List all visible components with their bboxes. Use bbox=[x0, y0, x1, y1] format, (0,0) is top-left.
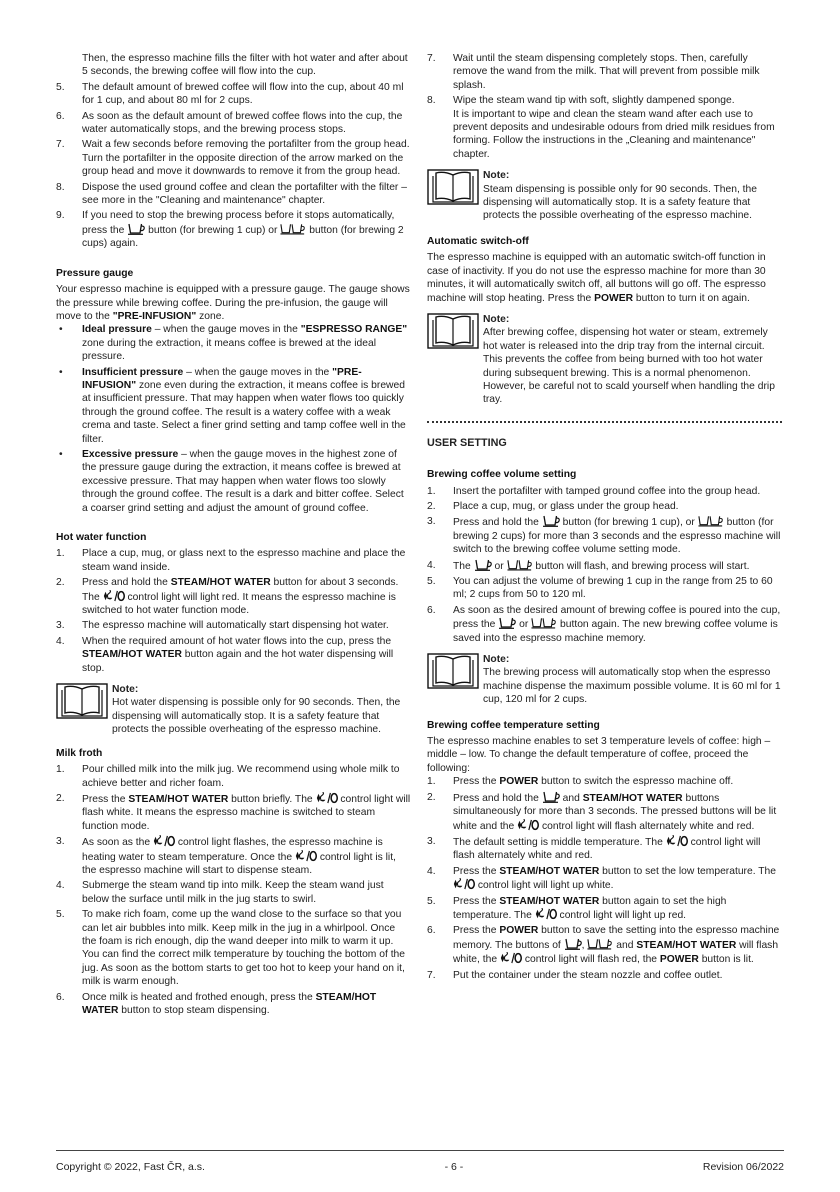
book-icon bbox=[427, 169, 479, 205]
list-item: 6. As soon as the desired amount of brewing coffee is poured into the cup, press the or button again. The new brewing coffee volume is saved into the espresso machine memory. bbox=[427, 604, 781, 644]
paragraph: The espresso machine enables to set 3 temperature levels of coffee: high – middle – low. To change the default temperature of coffee, proceed the following: bbox=[427, 736, 771, 774]
step-continuation: It is important to wipe and clean the steam wand after each use to prevent deposits and undesirable odours from dried milk residues from forming. Follow the instructions in the „Cleaning and maintenance" chapter. bbox=[453, 108, 775, 160]
section-heading-user-setting: USER SETTING bbox=[427, 436, 507, 449]
bullet-item: • Ideal pressure – when the gauge moves in the "ESPRESSO RANGE" zone during the extraction, it means coffee is brewed at the ideal pressure. bbox=[59, 324, 408, 363]
steam-hot-water-icon bbox=[517, 819, 539, 831]
list-item: 2. Press and hold the and STEAM/HOT WATER buttons simultaneously for more than 3 seconds. The pressed buttons will be lit white and the control light will flash alternately white and red. bbox=[427, 791, 777, 832]
one-cup-icon bbox=[127, 223, 145, 235]
list-item: 1. Press the POWER button to switch the espresso machine off. bbox=[427, 776, 734, 788]
step-continuation: Then, the espresso machine fills the filter with hot water and after about 5 seconds, the brewing coffee will flow into the cup. bbox=[82, 53, 408, 78]
steam-hot-water-icon bbox=[103, 590, 125, 602]
one-cup-icon bbox=[542, 515, 560, 527]
list-item: 4. When the required amount of hot water flows into the cup, press the STEAM/HOT WATER button again and the hot water dispensing will stop. bbox=[56, 635, 394, 674]
steam-hot-water-icon bbox=[153, 835, 175, 847]
list-item: 6. Once milk is heated and frothed enough, press the STEAM/HOT WATER button to stop steam dispensing. bbox=[56, 991, 377, 1016]
one-cup-icon bbox=[474, 559, 492, 571]
section-heading-hot-water: Hot water function bbox=[56, 532, 147, 543]
book-icon bbox=[427, 653, 479, 689]
note-box: Note: The brewing process will automatically stop when the espresso machine dispense the maximum possible volume. It is 60 ml for 1 cup, 120 ml for 2 cups. bbox=[427, 653, 782, 707]
list-item: 7. Wait until the steam dispensing completely stops. Then, carefully remove the wand from the milk. That will prevent from possible milk splash. bbox=[427, 53, 760, 91]
paragraph: The espresso machine is equipped with an automatic switch-off function in case of inactivity. If you do not use the espresso machine for more than 30 minutes, it will automatically switch off, all buttons will go off. The espresso machine will stop heating. Press the POWER button to turn it on again. bbox=[427, 252, 766, 304]
list-item: 2. Press the STEAM/HOT WATER button briefly. The control light will flash white. It means the espresso machine is switched to steam function mode. bbox=[56, 792, 411, 832]
steam-hot-water-icon bbox=[666, 835, 688, 847]
list-item: 2. Press and hold the STEAM/HOT WATER button for about 3 seconds. The control light will light red. It means the espresso machine is switched to hot water function mode. bbox=[56, 577, 399, 617]
list-item: 1. Insert the portafilter with tamped ground coffee into the group head. bbox=[427, 485, 761, 497]
list-item: 3. The espresso machine will automatically start dispensing hot water. bbox=[56, 620, 389, 632]
steam-hot-water-icon bbox=[316, 792, 338, 804]
note-box: Note: After brewing coffee, dispensing hot water or steam, extremely hot water is released into the drip tray from the internal circuit. This prevents the coffee from being burned with too hot water during subsequent brewing. This is a normal phenomenon. However, be careful not to scald yourself when handling the drip tray. bbox=[427, 313, 782, 407]
one-cup-icon bbox=[498, 617, 516, 629]
list-item: 4. The or button will flash, and brewing process will start. bbox=[427, 559, 750, 572]
section-heading-auto-off: Automatic switch-off bbox=[427, 235, 529, 247]
list-item: 1. Place a cup, mug, or glass next to the espresso machine and place the steam wand inside. bbox=[56, 548, 406, 573]
copyright: Copyright © 2022, Fast ČR, a.s. bbox=[56, 1161, 205, 1173]
page-number: - 6 - bbox=[444, 1161, 464, 1173]
section-heading-milk: Milk froth bbox=[56, 747, 103, 759]
section-heading-pressure: Pressure gauge bbox=[56, 267, 134, 279]
list-item: 3. As soon as the control light flashes, the espresso machine is heating water to steam temperature. Once the control light is lit, the espresso machine will start to dispense steam. bbox=[56, 836, 396, 876]
bullet-item: • Excessive pressure – when the gauge moves in the highest zone of the pressure gauge during the extraction, it means coffee is brewed at excessive pressure. That may happen when water flows too slowly through the ground coffee. The result is a dark and bitter coffee. Select a coarser grind setting and adjust the amount of ground coffee. bbox=[59, 448, 404, 514]
list-item: 8. Wipe the steam wand tip with soft, slightly dampened sponge. bbox=[427, 95, 735, 107]
dotted-divider bbox=[427, 421, 782, 423]
list-item: 3. Press and hold the button (for brewing 1 cup), or button (for brewing 2 cups) for more than 3 seconds and the espresso machine will switch to the brewing coffee volume setting mode. bbox=[427, 516, 781, 556]
right-column bbox=[427, 52, 782, 984]
list-item: 7. Wait a few seconds before removing the portafilter from the group head. Turn the portafilter in the opposite direction of the arrow marked on the group head and move it downwards to remove it from the group head. bbox=[56, 139, 410, 178]
list-item: 2. Place a cup, mug, or glass under the group head. bbox=[427, 500, 679, 512]
list-item: 4. Press the STEAM/HOT WATER button to set the low temperature. The control light will light up white. bbox=[427, 865, 776, 892]
one-cup-icon bbox=[564, 938, 582, 950]
book-icon bbox=[56, 683, 108, 719]
list-item: 9. If you need to stop the brewing process before it stops automatically, press the button (for brewing 1 cup) or button (for brewing 2 cups) again. bbox=[56, 210, 404, 250]
list-item: 6. As soon as the default amount of brewed coffee flows into the cup, the water automatically stops, and the brewing process stops. bbox=[56, 110, 403, 136]
list-item: 4. Submerge the steam wand tip into milk. Keep the steam wand just below the surface until milk in the jug starts to swirl. bbox=[56, 880, 384, 905]
list-item: 8. Dispose the used ground coffee and clean the portafilter with the filter – see more in the "Cleaning and maintenance" chapter. bbox=[56, 181, 407, 207]
note-box: Note: Hot water dispensing is possible only for 90 seconds. Then, the dispensing will automatically stop. It is a safety feature that protects the possible overheating of the espresso machine. bbox=[56, 683, 411, 737]
list-item: 5. The default amount of brewed coffee will flow into the cup, about 40 ml for 1 cup, and about 80 ml for 2 cups. bbox=[56, 81, 404, 107]
two-cups-icon bbox=[280, 223, 306, 235]
steam-hot-water-icon bbox=[295, 850, 317, 862]
section-heading-volume: Brewing coffee volume setting bbox=[427, 469, 577, 481]
footer bbox=[56, 1161, 784, 1174]
two-cups-icon bbox=[587, 938, 613, 950]
list-item: 5. You can adjust the volume of brewing 1 cup in the range from 25 to 60 ml; 2 cups from 50 to 120 ml. bbox=[427, 576, 773, 601]
two-cups-icon bbox=[531, 617, 557, 629]
footer-rule bbox=[56, 1150, 784, 1151]
list-item: 5. To make rich foam, come up the wand close to the surface so that you can let air bubbles into milk. Keep milk in the jug in a whirlpool. Once the foam is rich enough, dip the wand deeper into milk to warm it up. You can find the correct milk temperature by touching the bottom of the jug. As soon as the bottom starts to get too hot to keep your hand on it, milk is warm enough. bbox=[56, 909, 406, 988]
two-cups-icon bbox=[507, 559, 533, 571]
two-cups-icon bbox=[698, 515, 724, 527]
list-item: 1. Pour chilled milk into the milk jug. We recommend using whole milk to achieve better and richer foam. bbox=[56, 764, 400, 789]
list-item: 3. The default setting is middle temperature. The control light will flash alternately white and red. bbox=[427, 835, 761, 862]
revision: Revision 06/2022 bbox=[702, 1161, 784, 1173]
paragraph: Your espresso machine is equipped with a pressure gauge. The gauge shows the pressure while brewing coffee. During the pre-infusion, the gauge will move to the "PRE-INFUSION" zone. bbox=[56, 284, 410, 322]
list-item: 6. Press the POWER button to save the setting into the espresso machine memory. The buttons of , and STEAM/HOT WATER will flash white, the control light will flash red, the POWER button is lit. bbox=[427, 925, 780, 966]
list-item: 7. Put the container under the steam nozzle and coffee outlet. bbox=[427, 969, 723, 981]
left-column bbox=[56, 52, 411, 1019]
steam-hot-water-icon bbox=[500, 952, 522, 964]
steam-hot-water-icon bbox=[535, 908, 557, 920]
one-cup-icon bbox=[542, 791, 560, 803]
bullet-item: • Insufficient pressure – when the gauge moves in the "PRE-INFUSION" zone even during the extraction, it means coffee is brewed at insufficient pressure. That may happen when water flows too quickly through the ground coffee. The result is a watery coffee with a weak crema and taste. Select a finer grind setting and tamp coffee well in the filter. bbox=[59, 366, 406, 445]
steam-hot-water-icon bbox=[453, 878, 475, 890]
list-item: 5. Press the STEAM/HOT WATER button again to set the high temperature. The control light will light up red. bbox=[427, 895, 727, 921]
note-box: Note: Steam dispensing is possible only for 90 seconds. Then, the dispensing will automatically stop. It is a safety feature that protects the possible overheating of the espresso machine. bbox=[427, 169, 782, 223]
section-heading-temperature: Brewing coffee temperature setting bbox=[427, 719, 600, 731]
book-icon bbox=[427, 313, 479, 349]
